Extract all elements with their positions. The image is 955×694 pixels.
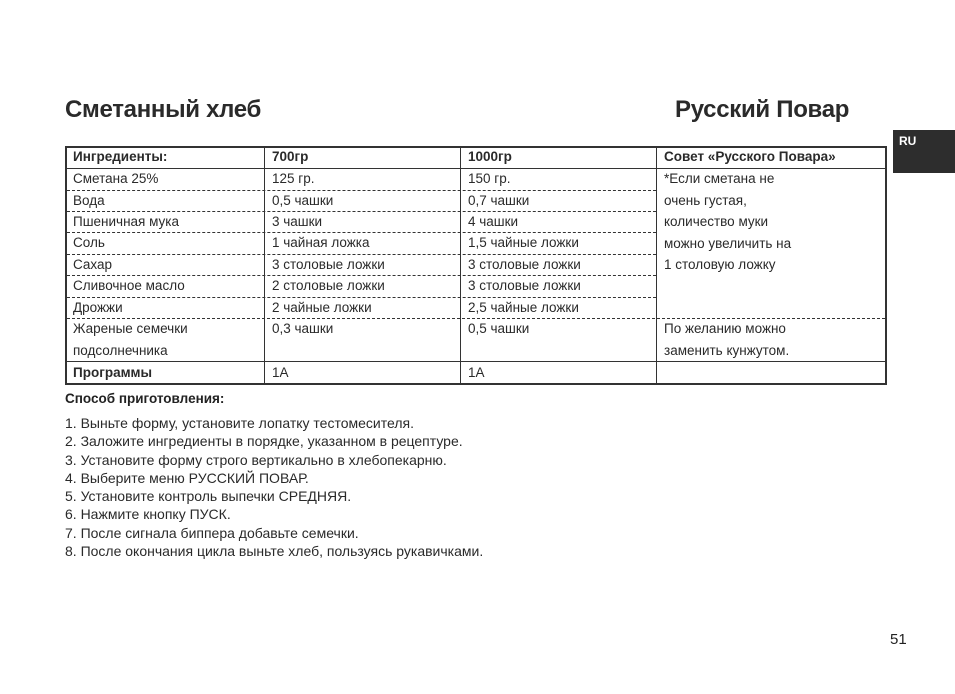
- table-cell: 0,7 чашки: [468, 193, 530, 208]
- advice-text: По желанию можно: [664, 321, 786, 336]
- advice-text: очень густая,: [664, 192, 747, 208]
- row-divider: [67, 190, 656, 191]
- table-cell: 4 чашки: [468, 214, 519, 229]
- column-divider: [460, 148, 461, 383]
- step-item: 3. Установите форму строго вертикально в хлебопекарню.: [65, 451, 447, 468]
- step-item: 4. Выберите меню РУССКИЙ ПОВАР.: [65, 469, 309, 486]
- table-header: Ингредиенты:: [73, 149, 168, 164]
- method-title: Способ приготовления:: [65, 391, 225, 406]
- table-cell: Сахар: [73, 257, 113, 272]
- column-divider: [656, 148, 657, 383]
- table-cell: 0,5 чашки: [468, 321, 530, 336]
- advice-text: можно увеличить на: [664, 235, 792, 251]
- table-cell: 3 столовые ложки: [468, 278, 581, 293]
- table-cell: Дрожжи: [73, 300, 123, 315]
- table-cell: 1 чайная ложка: [272, 235, 370, 250]
- step-item: 2. Заложите ингредиенты в порядке, указанном в рецептуре.: [65, 433, 463, 450]
- column-divider: [264, 148, 265, 383]
- ingredients-table: [65, 146, 887, 385]
- advice-text: заменить кунжутом.: [664, 343, 790, 358]
- table-cell: Программы: [73, 365, 153, 380]
- table-cell: 0,5 чашки: [272, 193, 334, 208]
- step-item: 8. После окончания цикла выньте хлеб, пользуясь рукавичками.: [65, 543, 484, 560]
- recipe-title: Сметанный хлеб: [65, 96, 262, 123]
- section-title: Русский Повар: [675, 96, 850, 123]
- table-cell: Сметана 25%: [73, 171, 159, 186]
- advice-text: *Если сметана не: [664, 171, 775, 186]
- page-number: 51: [890, 631, 907, 648]
- table-cell: 1A: [272, 365, 289, 380]
- table-cell: 1A: [468, 365, 485, 380]
- table-cell: Соль: [73, 235, 105, 250]
- table-cell: 2 столовые ложки: [272, 278, 385, 293]
- table-cell: Вода: [73, 193, 105, 208]
- table-cell: 2 чайные ложки: [272, 300, 372, 315]
- table-cell: Сливочное масло: [73, 278, 185, 293]
- table-cell: Пшеничная мука: [73, 214, 179, 229]
- table-cell: 3 чашки: [272, 214, 323, 229]
- advice-text: 1 столовую ложку: [664, 257, 776, 272]
- table-cell: 3 столовые ложки: [272, 257, 385, 272]
- table-cell: 2,5 чайные ложки: [468, 300, 579, 315]
- table-cell: Жареные семечки: [73, 321, 188, 336]
- step-item: 1. Выньте форму, установите лопатку тестомесителя.: [65, 415, 414, 431]
- language-tab: RU: [893, 130, 955, 173]
- table-cell: 3 столовые ложки: [468, 257, 581, 272]
- step-item: 6. Нажмите кнопку ПУСК.: [65, 506, 231, 523]
- table-cell: 150 гр.: [468, 171, 511, 186]
- table-cell: подсолнечника: [73, 343, 168, 358]
- table-header: Совет «Русского Повара»: [664, 149, 836, 164]
- step-item: 7. После сигнала биппера добавьте семечки.: [65, 524, 359, 541]
- advice-text: количество муки: [664, 214, 769, 229]
- table-header: 700гр: [272, 149, 309, 164]
- table-cell: 125 гр.: [272, 171, 315, 186]
- step-item: 5. Установите контроль выпечки СРЕДНЯЯ.: [65, 488, 352, 505]
- table-cell: 1,5 чайные ложки: [468, 235, 579, 250]
- steps-list: [65, 414, 483, 560]
- table-cell: 0,3 чашки: [272, 321, 334, 336]
- table-header: 1000гр: [468, 149, 512, 164]
